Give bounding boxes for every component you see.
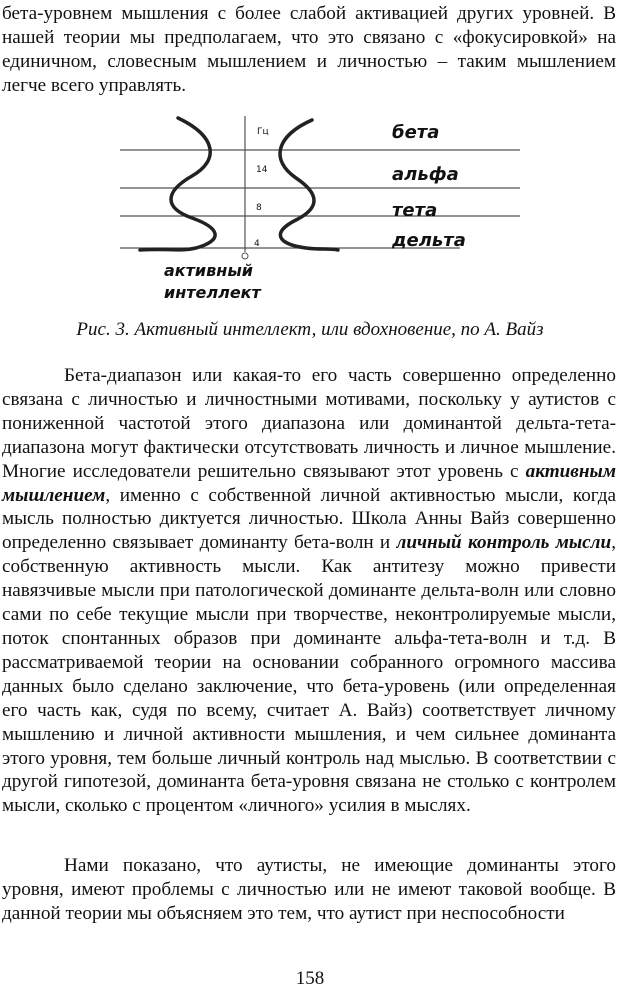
emphasis-personal-control: личный контроль мысли	[396, 532, 612, 554]
body-paragraph	[2, 364, 616, 818]
figure-label-active: активный	[164, 261, 253, 280]
tick-label-4: 4	[254, 239, 260, 249]
figure-caption: Рис. 3. Активный интеллект, или вдохновение, по А. Вайз	[76, 319, 544, 340]
paragraph-text: , собственную активность мысли. Как антитезу можно привести навязчивые мысли при патологической доминанте дельта-волн или словно сами по себе текущие мысли при творчестве, неконтролируемые мысли, поток спонтанных образов при доминанте альфа-тета-волн и т.д. В рассматриваемой теории на основании собранного огромного массива данных было сделано заключение, что бета-уровень (или определенная его часть как, судя по всему, считает А. Вайз) соответствует личному мышлению и личной активности мышления, и чем сильнее доминанта этого уровня, тем больше личный контроль над мыслью. В соответствии с другой гипотезой, доминанта бета-уровня связана не столько с контролем мысли, сколько с процентом «личного» усилия в мыслях.	[2, 532, 616, 817]
tick-label-14: 14	[256, 165, 268, 175]
right-wave	[280, 120, 338, 250]
left-wave	[140, 118, 215, 250]
intro-paragraph: бета-уровнем мышления с более слабой активацией других уровней. В нашей теории мы предполагаем, что это связано с «фокусировкой» на единичном, словесным мышлением и личностью – таким мышлением легче всего управлять.	[2, 3, 616, 96]
body-paragraph-continued: Нами показано, что аутисты, не имеющие доминанты этого уровня, имеют проблемы с личностью или не имеют таковой вообще. В данной теории мы объясняем это тем, что аутист при неспособности	[2, 855, 616, 924]
band-label-theta: тета	[392, 200, 438, 221]
emphasis-active-thinking: активным мышлением	[2, 460, 616, 506]
brainwave-diagram	[120, 112, 530, 312]
figure-label-intellect: интеллект	[164, 283, 261, 302]
paragraph-text: , именно с собственной личной активностью мысли, когда мысль полностью диктуется личностью. Школа Анны Вайз совершенно определенно связывает доминанту бета-волн и	[2, 484, 616, 554]
band-label-beta: бета	[392, 122, 440, 143]
page-number: 158	[295, 968, 325, 989]
band-label-alpha: альфа	[392, 164, 459, 185]
brainwave-figure	[120, 112, 530, 312]
axis-origin-mark	[242, 253, 248, 259]
paragraph-text: Бета-диапазон или какая-то его часть совершенно определенно связана с личностью и личностными мотивами, поскольку у аутистов с пониженной частотой этого диапазона или доминантой дельта-тета-диапазона могут фактически отсутствовать личность и личное мышление. Многие исследователи решительно связывают этот уровень с	[2, 365, 616, 482]
band-label-delta: дельта	[392, 230, 466, 251]
axis-unit-label: Гц	[257, 127, 269, 137]
tick-label-8: 8	[256, 203, 262, 213]
